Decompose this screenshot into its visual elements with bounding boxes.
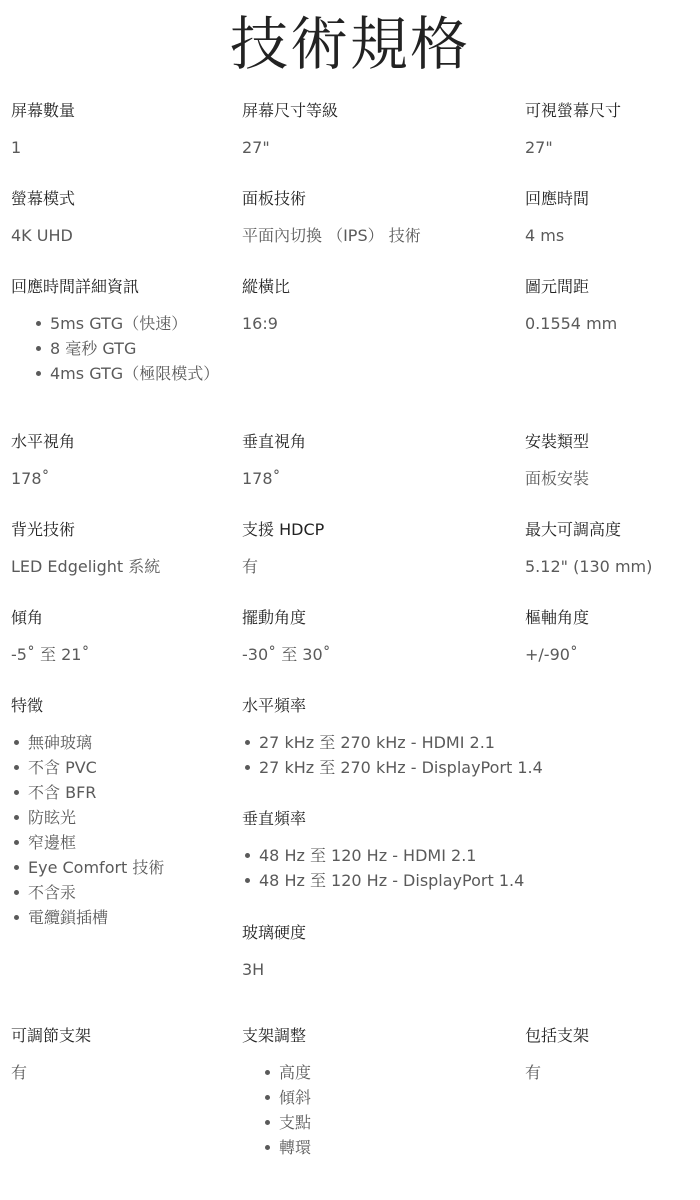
list-item: 電纜鎖插槽 <box>11 905 164 930</box>
spec-label: 縱橫比 <box>242 277 291 296</box>
spec-label: 螢幕模式 <box>11 189 76 208</box>
spec-value: 27" <box>242 138 270 157</box>
spec-label: 屏幕數量 <box>11 101 76 120</box>
spec-bullet-list <box>11 730 164 930</box>
page-title: 技術規格 <box>229 10 470 78</box>
list-item: 窄邊框 <box>11 830 164 855</box>
spec-value: -5˚ 至 21˚ <box>11 645 90 664</box>
spec-value: 27" <box>525 138 553 157</box>
spec-value: LED Edgelight 系統 <box>11 557 161 576</box>
list-item: 不含 PVC <box>11 755 164 780</box>
list-item: 5ms GTG（快速） <box>33 311 219 336</box>
list-item: 無砷玻璃 <box>11 730 164 755</box>
spec-label: 安裝類型 <box>525 432 590 451</box>
spec-label: 傾角 <box>11 608 44 627</box>
spec-label: 水平視角 <box>11 432 76 451</box>
spec-bullet-list <box>242 843 524 893</box>
spec-value: 面板安裝 <box>525 469 590 488</box>
list-item: 不含汞 <box>11 880 164 905</box>
spec-value: +/-90˚ <box>525 645 578 664</box>
list-item: 不含 BFR <box>11 780 164 805</box>
spec-value: -30˚ 至 30˚ <box>242 645 331 664</box>
spec-bullet-list <box>242 1060 311 1160</box>
spec-label: 支架調整 <box>242 1026 307 1045</box>
spec-label: 回應時間詳細資訊 <box>11 277 140 296</box>
list-item: 4ms GTG（極限模式） <box>33 361 219 386</box>
list-item: 8 毫秒 GTG <box>33 336 219 361</box>
spec-bullet-list <box>242 730 543 780</box>
spec-label: 擺動角度 <box>242 608 307 627</box>
list-item: Eye Comfort 技術 <box>11 855 164 880</box>
spec-value: 5.12" (130 mm) <box>525 557 653 576</box>
spec-label: 回應時間 <box>525 189 590 208</box>
spec-value: 178˚ <box>11 469 50 488</box>
spec-label: 屏幕尺寸等級 <box>242 101 339 120</box>
spec-label: 樞軸角度 <box>525 608 590 627</box>
spec-value: 4 ms <box>525 226 565 245</box>
spec-label: 可視螢幕尺寸 <box>525 101 622 120</box>
spec-label: 圖元間距 <box>525 277 590 296</box>
list-item: 48 Hz 至 120 Hz - DisplayPort 1.4 <box>242 868 524 893</box>
spec-label: 包括支架 <box>525 1026 590 1045</box>
spec-value: 3H <box>242 960 265 979</box>
spec-value: 4K UHD <box>11 226 73 245</box>
list-item: 防眩光 <box>11 805 164 830</box>
list-item: 27 kHz 至 270 kHz - DisplayPort 1.4 <box>242 755 543 780</box>
spec-label: 支援 HDCP <box>242 520 325 539</box>
spec-label: 背光技術 <box>11 520 76 539</box>
spec-label: 最大可調高度 <box>525 520 622 539</box>
spec-label: 面板技術 <box>242 189 307 208</box>
list-item: 轉環 <box>262 1135 311 1160</box>
list-item: 傾斜 <box>262 1085 311 1110</box>
list-item: 27 kHz 至 270 kHz - HDMI 2.1 <box>242 730 543 755</box>
spec-value: 有 <box>242 557 259 576</box>
spec-label: 特徵 <box>11 696 44 715</box>
list-item: 48 Hz 至 120 Hz - HDMI 2.1 <box>242 843 524 868</box>
spec-value: 0.1554 mm <box>525 314 618 333</box>
list-item: 高度 <box>262 1060 311 1085</box>
spec-label: 可調節支架 <box>11 1026 92 1045</box>
list-item: 支點 <box>262 1110 311 1135</box>
spec-value: 有 <box>11 1063 28 1082</box>
spec-value: 178˚ <box>242 469 281 488</box>
spec-value: 1 <box>11 138 22 157</box>
spec-value: 16:9 <box>242 314 278 333</box>
spec-label: 水平頻率 <box>242 696 307 715</box>
spec-label: 垂直視角 <box>242 432 307 451</box>
spec-label: 玻璃硬度 <box>242 923 307 942</box>
spec-label: 垂直頻率 <box>242 809 307 828</box>
spec-value: 有 <box>525 1063 542 1082</box>
spec-value: 平面內切換 （IPS） 技術 <box>242 226 421 245</box>
spec-bullet-list <box>11 311 219 386</box>
